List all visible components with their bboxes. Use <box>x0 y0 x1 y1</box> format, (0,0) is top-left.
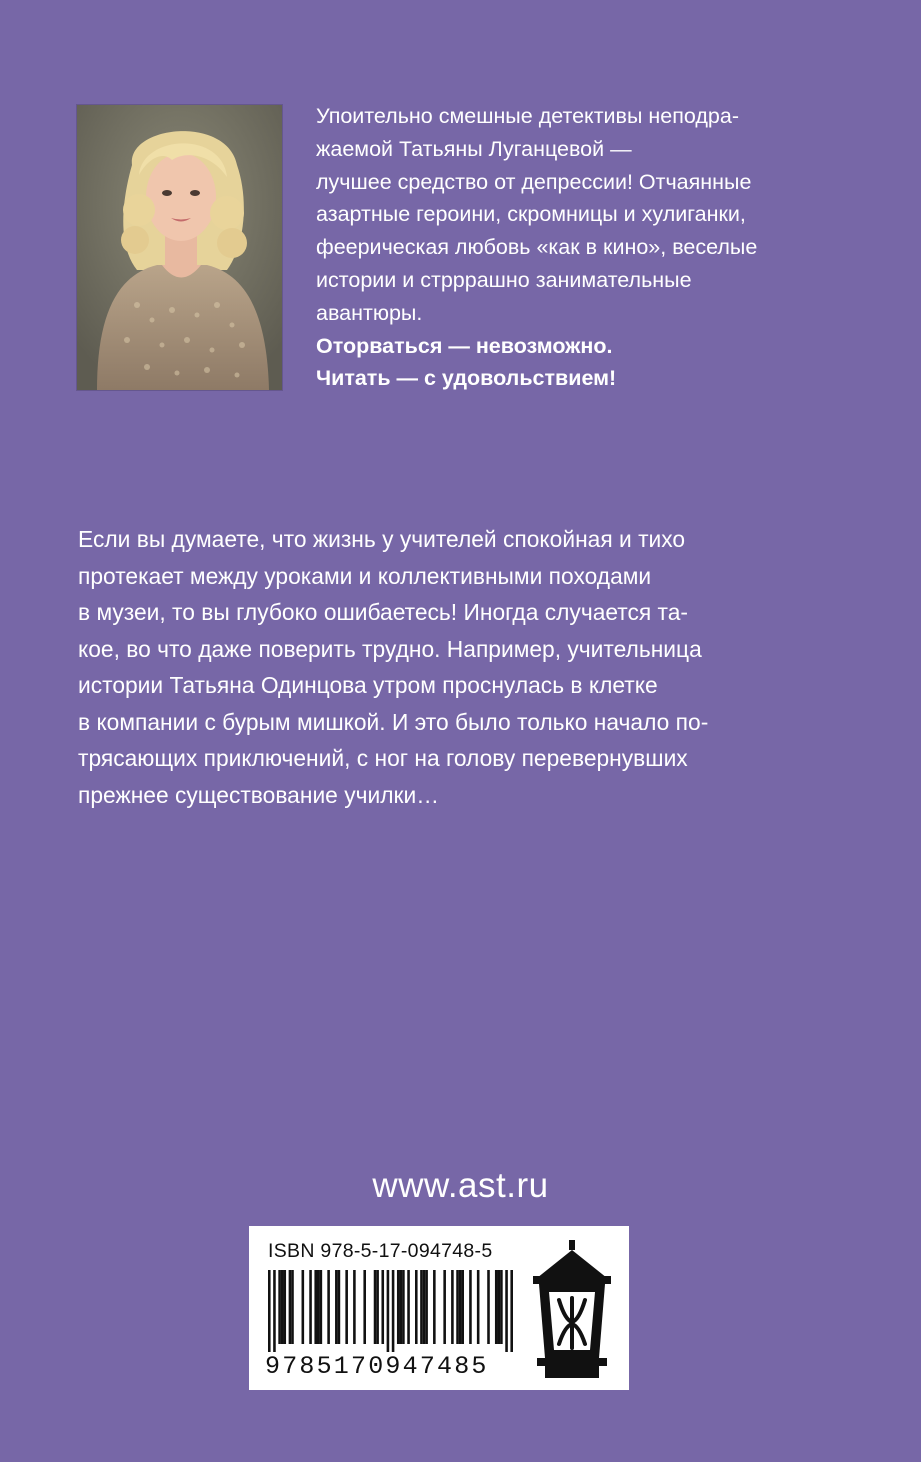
barcode-bar <box>353 1270 356 1344</box>
barcode-bar <box>487 1270 490 1344</box>
annotation-line: трясающих приключений, с ног на голову перевернувших <box>78 745 688 771</box>
blurb-line: авантюры. <box>316 300 423 325</box>
annotation-line: в компании с бурым мишкой. И это было только начало по- <box>78 708 709 735</box>
barcode-bar <box>407 1270 410 1344</box>
barcode-bar <box>477 1270 480 1344</box>
barcode-bar <box>283 1270 286 1344</box>
barcode-bar <box>415 1270 418 1344</box>
barcode-bar <box>505 1270 508 1352</box>
barcode-bar <box>268 1270 271 1352</box>
barcode-bar <box>338 1270 341 1344</box>
barcode-bar <box>423 1270 426 1344</box>
barcode-bar <box>278 1270 281 1344</box>
blurb-line: истории и стрррашно занимательные <box>316 267 692 292</box>
annotation-line: протекает между уроками и коллективными походами <box>78 562 652 589</box>
barcode-bar <box>500 1270 503 1344</box>
book-annotation <box>78 521 808 813</box>
barcode-bar <box>314 1270 317 1344</box>
barcode-bar <box>425 1270 428 1344</box>
author-photo <box>77 105 282 390</box>
annotation-line: Если вы думаете, что жизнь у учителей спокойная и тихо <box>78 526 686 552</box>
barcode-bar <box>469 1270 472 1344</box>
barcode-bars <box>268 1270 513 1352</box>
barcode-bar <box>498 1270 501 1344</box>
annotation-line: в музеи, то вы глубоко ошибаетесь! Иногда случается та- <box>78 599 689 625</box>
annotation-line: кое, во что даже поверить трудно. Например, учительница <box>78 635 702 662</box>
author-blurb <box>316 100 836 395</box>
barcode-bar <box>381 1270 384 1344</box>
barcode-bar <box>376 1270 379 1344</box>
isbn-label: ISBN 978-5-17-094748-5 <box>268 1240 493 1262</box>
blurb-tagline: Оторваться — невозможно. <box>316 333 613 358</box>
barcode-bar <box>309 1270 312 1344</box>
barcode-bar <box>451 1270 454 1344</box>
barcode-bar <box>335 1270 338 1344</box>
blurb-line: азартные героини, скромницы и хулиганки, <box>316 202 746 227</box>
barcode-bar <box>281 1270 284 1344</box>
barcode-bar <box>402 1270 405 1344</box>
blurb-line: жаемой Татьяны Луганцевой — <box>316 136 632 161</box>
barcode-bar <box>302 1270 305 1344</box>
blurb-line: Упоительно смешные детективы неподра- <box>316 104 739 128</box>
barcode-bar <box>291 1270 294 1344</box>
ean-digits: 9785170947485 <box>265 1352 489 1381</box>
barcode-bar <box>374 1270 377 1344</box>
publisher-website[interactable]: www.ast.ru <box>372 1166 549 1205</box>
publisher-lantern-logo <box>529 1240 615 1380</box>
barcode-bar <box>433 1270 436 1344</box>
barcode-bar <box>345 1270 348 1344</box>
blurb-tagline: Читать — с удовольствием! <box>316 366 617 391</box>
barcode-bar <box>459 1270 462 1344</box>
barcode-bar <box>273 1270 276 1352</box>
barcode-bar <box>397 1270 400 1344</box>
barcode-bar <box>443 1270 446 1344</box>
barcode-bar <box>461 1270 464 1344</box>
barcode-bar <box>400 1270 403 1344</box>
blurb-line: лучшее средство от депрессии! Отчаянные <box>316 169 752 194</box>
barcode-panel <box>249 1226 629 1390</box>
barcode-bar <box>289 1270 292 1344</box>
barcode-bar <box>510 1270 513 1352</box>
barcode-bar <box>392 1270 395 1352</box>
barcode-bar <box>387 1270 390 1352</box>
barcode-bar <box>320 1270 323 1344</box>
barcode-bar <box>317 1270 320 1344</box>
annotation-line: истории Татьяна Одинцова утром проснулась в клетке <box>78 672 658 698</box>
barcode-bar <box>495 1270 498 1344</box>
barcode-bar <box>420 1270 423 1344</box>
barcode-bar <box>456 1270 459 1344</box>
annotation-line: прежнее существование училки… <box>78 781 440 808</box>
blurb-line: феерическая любовь «как в кино», веселые <box>316 235 758 260</box>
barcode-bar <box>327 1270 330 1344</box>
barcode-bar <box>363 1270 366 1344</box>
